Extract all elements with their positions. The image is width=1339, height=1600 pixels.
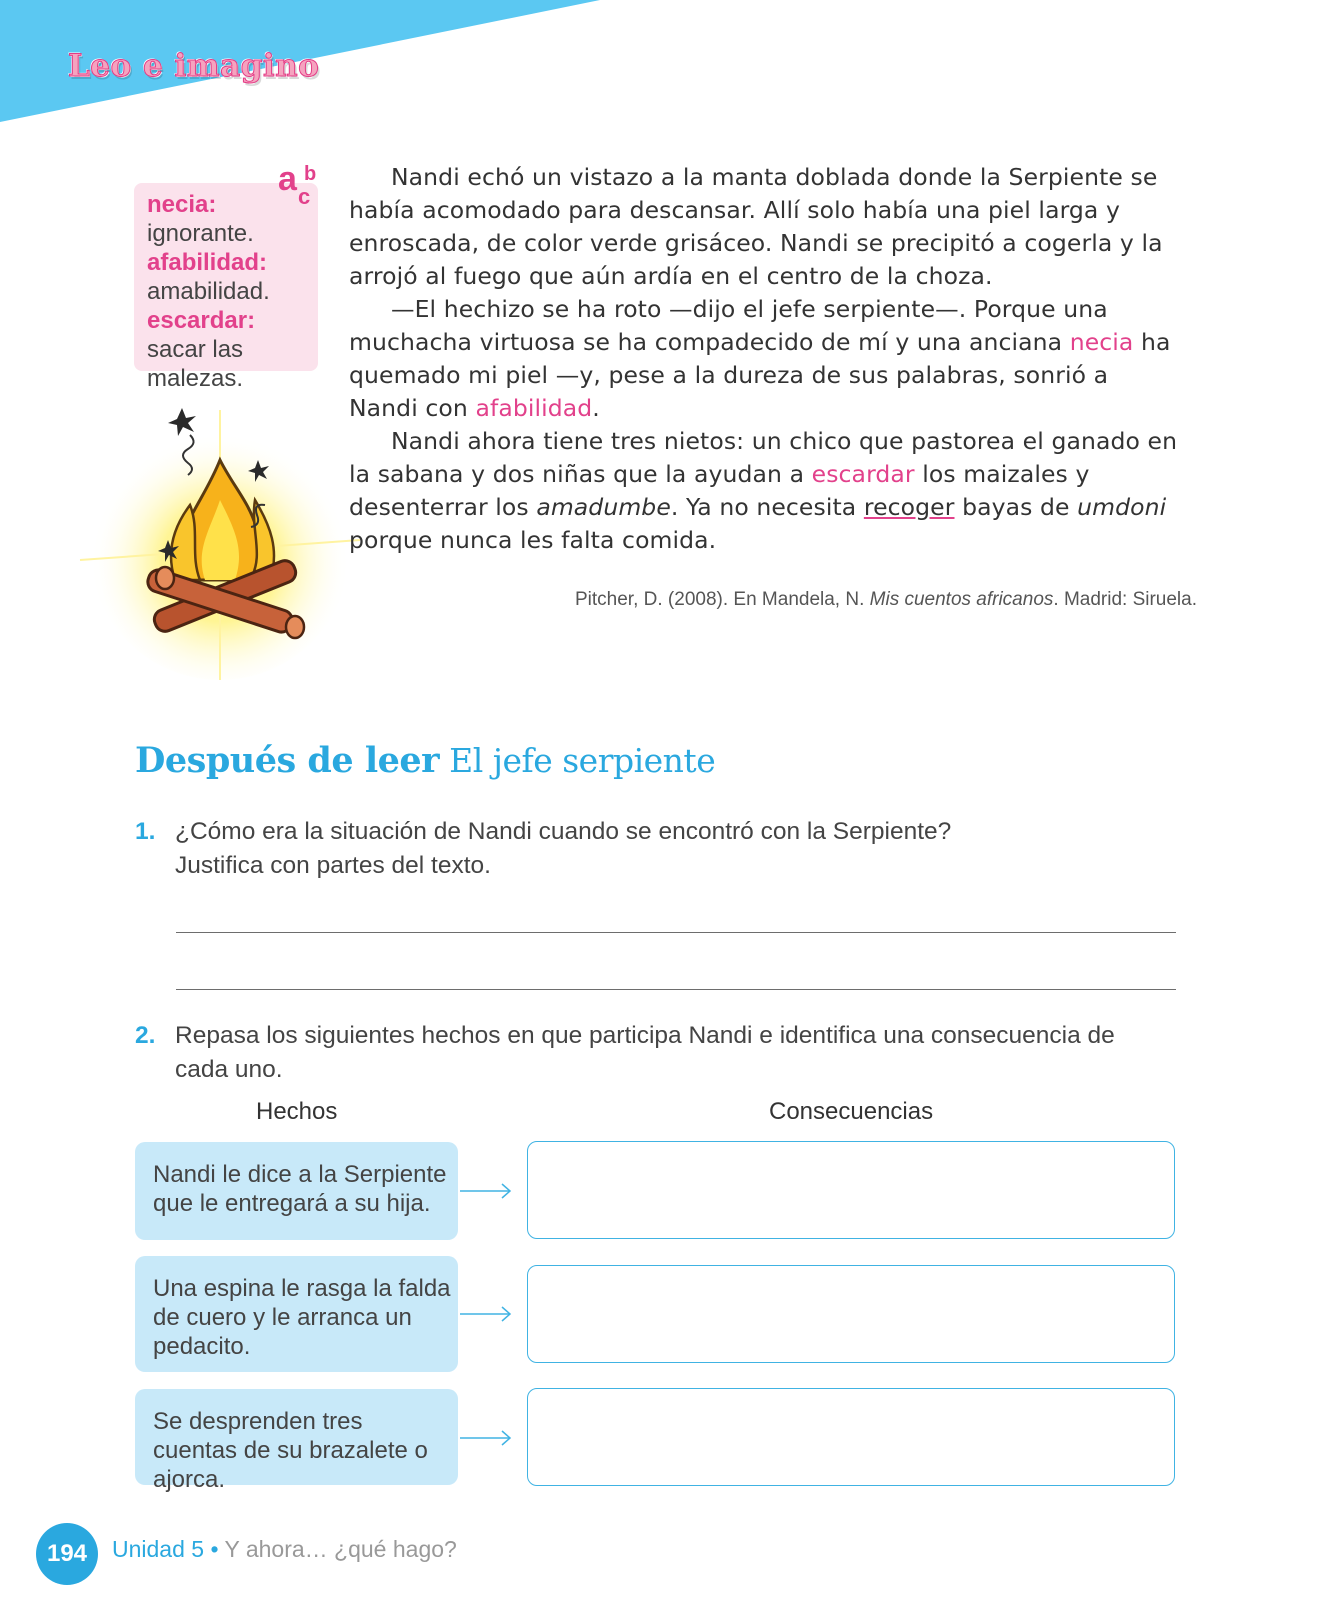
- question-text: Repasa los siguientes hechos en que participa Nandi e identifica una consecuencia de cada uno.: [175, 1022, 1115, 1083]
- story-paragraph: Nandi echó un vistazo a la manta doblada donde la Serpiente se había acomodado para descansar. Allí solo había una piel larga y enroscada, de color verde grisáceo. Nandi se precipitó a cogerla y la arrojó al fuego que aún ardía en el centro de la choza.: [349, 163, 1163, 290]
- fact-text: Una espina le rasga la falda de cuero y le arranca un pedacito.: [153, 1275, 451, 1360]
- glossary-word-necia: necia: [1069, 328, 1134, 356]
- separator-dot: •: [210, 1536, 219, 1562]
- glossary-entry: [147, 248, 317, 306]
- story-paragraph: [349, 425, 1179, 557]
- consequence-answer-box[interactable]: [527, 1141, 1175, 1239]
- arrow-right-icon: [460, 1183, 512, 1199]
- campfire-icon: [70, 390, 370, 680]
- citation-text: Pitcher, D. (2008). En Mandela, N.: [575, 589, 870, 610]
- story-text-run: —El hechizo se ha roto —dijo el jefe serpiente—. Porque una muchacha virtuosa se ha compadecido de mí y una anciana: [349, 295, 1108, 356]
- story-text: [349, 161, 1179, 557]
- glossary-entry: [147, 306, 317, 393]
- unit-title: Y ahora… ¿qué hago?: [224, 1536, 457, 1562]
- glossary-term: escardar:: [147, 307, 256, 334]
- story-text-run: los maizales y desenterrar los: [349, 460, 1090, 521]
- story-text-run: porque nunca les falta comida.: [349, 526, 717, 554]
- glossary-definition: amabilidad.: [147, 278, 270, 305]
- story-italic-word: amadumbe: [536, 493, 671, 521]
- fact-box: [135, 1142, 458, 1240]
- story-paragraph: [349, 293, 1179, 425]
- story-text-run: ha quemado mi piel —y, pese a la dureza de sus palabras, sonrió a Nandi con: [349, 328, 1171, 422]
- footer-unit-info: [112, 1536, 457, 1563]
- column-header-consecuencias: Consecuencias: [769, 1098, 934, 1125]
- story-text-run: . Ya no necesita: [670, 493, 864, 521]
- arrow-right-icon: [460, 1430, 512, 1446]
- consequence-answer-box[interactable]: [527, 1388, 1175, 1486]
- glossary-definition: sacar las malezas.: [147, 336, 244, 392]
- answer-line[interactable]: [176, 932, 1176, 933]
- fact-box: [135, 1256, 458, 1372]
- citation: [575, 589, 1197, 611]
- after-reading-title-light: El jefe serpiente: [439, 741, 716, 780]
- story-text-run: Nandi ahora tiene tres nietos: un chico que pastorea el ganado en la sabana y dos niñas que la ayudan a: [349, 427, 1178, 488]
- fact-text: Nandi le dice a la Serpiente que le entregará a su hija.: [153, 1161, 447, 1217]
- svg-text:c: c: [298, 184, 311, 209]
- glossary-word-afabilidad: afabilidad: [475, 394, 593, 422]
- unit-label: Unidad 5: [112, 1536, 205, 1562]
- page-number: 194: [36, 1523, 98, 1585]
- underlined-word: recoger: [863, 493, 955, 521]
- story-text-run: .: [592, 394, 600, 422]
- arrow-right-icon: [460, 1306, 512, 1322]
- question-number: 2.: [135, 1022, 156, 1049]
- answer-line[interactable]: [176, 989, 1176, 990]
- after-reading-title-strong: Después de leer: [135, 740, 440, 781]
- citation-book-title: Mis cuentos africanos: [869, 589, 1054, 610]
- question-1: [135, 815, 1175, 885]
- question-text: ¿Cómo era la situación de Nandi cuando se encontró con la Serpiente? Justifica con partes del texto.: [175, 818, 952, 879]
- column-header-hechos: Hechos: [256, 1098, 338, 1125]
- glossary-definition: ignorante.: [147, 220, 254, 247]
- consequence-answer-box[interactable]: [527, 1265, 1175, 1363]
- svg-text:a: a: [278, 160, 297, 198]
- after-reading-title: [135, 740, 715, 781]
- question-2: [135, 1019, 1175, 1089]
- story-italic-word: umdoni: [1077, 493, 1167, 521]
- story-text-run: bayas de: [954, 493, 1078, 521]
- glossary-entry: [147, 190, 317, 248]
- svg-text:b: b: [304, 163, 317, 185]
- question-number: 1.: [135, 818, 156, 845]
- citation-text: . Madrid: Siruela.: [1053, 589, 1198, 610]
- section-title: Leo e imagino: [68, 48, 320, 84]
- glossary-term: necia:: [147, 191, 217, 218]
- fact-text: Se desprenden tres cuentas de su brazalete o ajorca.: [153, 1408, 428, 1493]
- glossary-list: [147, 190, 317, 393]
- glossary-word-escardar: escardar: [811, 460, 915, 488]
- fact-box: [135, 1389, 458, 1493]
- glossary-term: afabilidad:: [147, 249, 268, 276]
